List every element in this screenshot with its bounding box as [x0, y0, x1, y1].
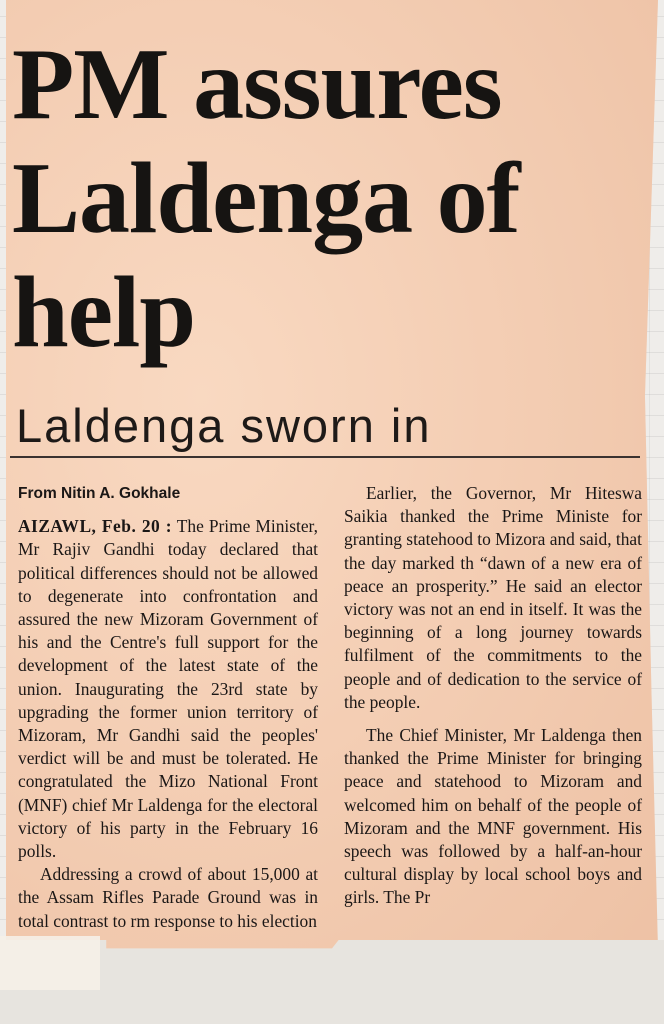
divider-rule [10, 456, 640, 458]
lead-paragraph [18, 515, 318, 863]
dateline: AIZAWL, Feb. 20 : [18, 516, 173, 537]
paragraph-4: The Chief Minister, Mr Laldenga then thanked the Prime Minister for bringing peace and statehood to Mizoram and welcomed him on behalf of the people of Mizoram and the MNF government. His speech was followed by a half-an-hour cultural display by local school boys and girls. The Pr [344, 725, 642, 908]
lead-paragraph-text: The Prime Minister, Mr Rajiv Gandhi today declared that political differences should not be allowed to degenerate into confrontation and assured the new Mizoram Government of his and the Centre's full support for the development of the latest state of the union. Inaugurating the 23rd state by upgrading the former union territory of Mizoram, Mr Gandhi said the peoples' verdict will be and must be tolerated. He congratulated the Mizo National Front (MNF) chief Mr Laldenga for the electoral victory of his party in the February 16 polls. [18, 516, 318, 862]
subheadline: Laldenga sworn in [16, 399, 432, 452]
byline: From Nitin A. Gokhale [18, 485, 181, 502]
paragraph-2: Addressing a crowd of about 15,000 at the Assam Rifles Parade Ground was in total contrast to rm response to his election [18, 864, 318, 931]
paragraph-3: Earlier, the Governor, Mr Hiteswa Saikia thanked the Prime Ministe for granting statehood to Mizora and said, that the day marked th “dawn of a new era of peace an prosperity.” He said an elector victory was not an end in itself. It was the beginning of a long journey towards fulfilment of the commitments to the people and of dedication to the service of the people. [344, 483, 642, 712]
headline: PM assures Laldenga of help [12, 28, 520, 369]
tape-strip [0, 936, 100, 990]
article-column-right [344, 482, 642, 910]
article-column-left [18, 482, 318, 933]
